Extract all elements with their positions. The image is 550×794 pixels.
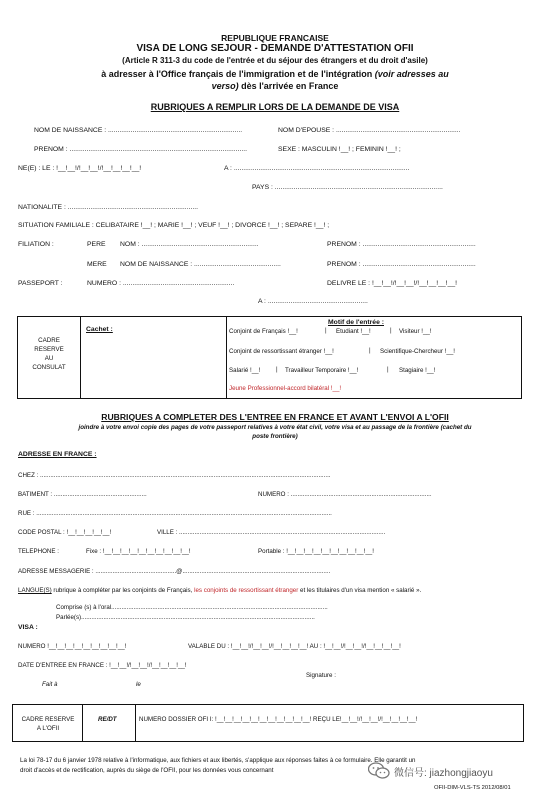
situation-familiale-field[interactable]: SITUATION FAMILIALE : CELIBATAIRE !__! ; MARIE !__! ; VEUF !__! ; DIVORCE !__! ; SEPARE !__! ;	[18, 222, 330, 229]
republic-heading: REPUBLIQUE FRANCAISE	[221, 33, 329, 43]
cadre-ofii-label: CADRE RESERVE A L'OFII	[21, 716, 75, 732]
sexe-field[interactable]: SEXE : MASCULIN !__! ; FEMININ !__! ;	[278, 146, 401, 153]
wechat-icon	[368, 762, 390, 780]
visa-valable-field[interactable]: VALABLE DU : !__!__!/!__!__!/!__!__!__!__! AU : !__!__!/!__!__!/!__!__!__!__!	[188, 643, 401, 650]
motif-separator: |	[325, 327, 327, 334]
section1-heading: RUBRIQUES A REMPLIR LORS DE LA DEMANDE DE VISA	[150, 102, 400, 112]
form-title: VISA DE LONG SEJOUR - DEMANDE D'ATTESTATION OFII	[136, 43, 414, 54]
address-line2-italic: verso)	[211, 81, 239, 91]
pere-prenom-field[interactable]: PRENOM : ............................................................	[327, 241, 476, 248]
motif-heading: Motif de l'entrée :	[328, 319, 384, 326]
numero-dossier-field[interactable]: NUMERO DOSSIER OFI I: !__!__!__!__!__!__!__!__!__!__!__! REÇU LE!__!__!/!__!__!/!__!__!__!__!	[139, 716, 418, 723]
cadre-consulat-label: CADRE RESERVE AU CONSULAT	[32, 337, 66, 371]
pere-label: PERE	[87, 241, 106, 248]
fait-a-label: Fait à	[42, 681, 58, 688]
visa-numero-field[interactable]: NUMERO !__!__!__!__!__!__!__!__!__!	[18, 643, 127, 650]
motif-separator: |	[390, 327, 392, 334]
langues-text-1: rubrique à compléter par les conjoints de Français,	[51, 587, 195, 594]
batiment-field[interactable]: BATIMENT : ......................................................	[18, 491, 147, 498]
langues-line	[18, 587, 421, 594]
ofii-box	[12, 704, 524, 742]
rue-field[interactable]: RUE : ............................................................................................................................................................................	[18, 510, 332, 517]
motif-visiteur[interactable]: Visiteur !__!	[399, 328, 432, 335]
section2-heading: RUBRIQUES A COMPLETER DES L'ENTREE EN FRANCE ET AVANT L'ENVOI A L'OFII	[101, 412, 449, 422]
langues-label: LANGUE(S)	[18, 587, 52, 594]
passeport-delivre-field[interactable]: DELIVRE LE : !__!__!/!__!__!/!__!__!__!__!	[327, 280, 457, 287]
mere-nom-field[interactable]: NOM DE NAISSANCE : ..............................................	[120, 261, 281, 268]
address-line1-italic: (voir adresses au	[374, 69, 449, 79]
section2-instructions-2: poste frontière)	[252, 433, 298, 440]
date-entree-field[interactable]: DATE D'ENTREE EN FRANCE : !__!__!/!__!__!/!__!__!__!__!	[18, 662, 187, 669]
telephone-portable-field[interactable]: Portable : !__!__!__!__!__!__!__!__!__!__!	[258, 548, 374, 555]
prenom-field[interactable]: PRENOM : ..............................................................................................	[34, 146, 248, 153]
telephone-fixe-field[interactable]: Fixe : !__!__!__!__!__!__!__!__!__!__!	[86, 548, 191, 555]
passeport-lieu-field[interactable]: A : .....................................................	[258, 298, 368, 305]
ville-field[interactable]: VILLE : ........................................................................................................................	[157, 529, 386, 536]
pere-nom-field[interactable]: NOM : ..............................................................	[120, 241, 259, 248]
watermark	[368, 762, 493, 780]
motif-conjoint-etranger[interactable]: Conjoint de ressortissant étranger !__!	[229, 348, 334, 355]
nom-naissance-field[interactable]: NOM DE NAISSANCE : .......................................................................	[34, 127, 243, 134]
date-naissance-field[interactable]: NE(E) : LE : !__!__!/!__!__!/!__!__!__!__!	[18, 165, 142, 172]
form-address-line1	[0, 69, 550, 79]
address-line1-bold: à adresser à l'Office français de l'immigration et de l'intégration	[101, 69, 373, 79]
consulat-divider-2	[226, 316, 227, 399]
chez-field[interactable]: CHEZ : .........................................................................................................................................................................	[18, 472, 331, 479]
section2-instructions-1: joindre à votre envoi copie des pages de votre passeport relatives à votre état civil, votre visa et au passage de la frontière (cachet du	[78, 424, 472, 431]
passeport-label: PASSEPORT :	[18, 280, 63, 287]
signature-label: Signature :	[306, 672, 336, 679]
form-article: (Article R 311-3 du code de l'entrée et du séjour des étrangers et du droit d'asile)	[122, 56, 428, 65]
motif-separator: |	[387, 366, 389, 373]
pays-field[interactable]: PAYS : .........................................................................................	[252, 184, 443, 191]
motif-etudiant[interactable]: Etudiant !__!	[336, 328, 371, 335]
motif-scientifique[interactable]: Scientifique-Chercheur !__!	[380, 348, 455, 355]
telephone-label: TELEPHONE :	[18, 548, 59, 555]
ofii-divider-1	[82, 704, 83, 742]
watermark-text: 微信号: jiazhongjiaoyu	[394, 767, 493, 779]
form-reference: OFII-DIM-VLS-TS 2012/08/01	[434, 785, 511, 791]
code-postal-field[interactable]: CODE POSTAL : !__!__!__!__!__!	[18, 529, 112, 536]
motif-separator: |	[369, 347, 371, 354]
motif-salarie[interactable]: Salarié !__!	[229, 367, 261, 374]
address-line2-bold: dès l'arrivée en France	[241, 81, 339, 91]
cachet-label: Cachet :	[86, 326, 113, 333]
numero-adresse-field[interactable]: NUMERO : ..................................................................................	[258, 491, 432, 498]
loi-notice-1: La loi 78-17 du 6 janvier 1978 relative à l'informatique, aux fichiers et aux libertés, s'applique aux réponses faites à ce formulaire. Elle garantit un	[20, 757, 416, 764]
mere-label: MERE	[87, 261, 107, 268]
loi-notice-2: droit d'accès et de rectification, auprès du siège de l'OFII, pour les données vous concernant	[20, 767, 274, 774]
motif-travailleur[interactable]: Travailleur Temporaire !__!	[285, 367, 359, 374]
nom-epouse-field[interactable]: NOM D'EPOUSE : ..................................................................	[278, 127, 461, 134]
le-label: le	[136, 681, 141, 688]
lieu-naissance-field[interactable]: A : .............................................................................................	[224, 165, 410, 172]
consulat-divider-1	[80, 316, 81, 399]
filiation-label: FILIATION :	[18, 241, 54, 248]
motif-conjoint-francais[interactable]: Conjoint de Français !__!	[229, 328, 298, 335]
langues-comprises-field[interactable]: Comprise (s) à l'oral..............................................................................................................................	[56, 604, 328, 611]
passeport-numero-field[interactable]: NUMERO : ...........................................................	[87, 280, 235, 287]
visa-label: VISA :	[18, 624, 38, 631]
motif-stagiaire[interactable]: Stagiaire !__!	[399, 367, 436, 374]
motif-separator: |	[276, 366, 278, 373]
messagerie-field[interactable]: ADRESSE MESSAGERIE : ...............................................@......................................................................................	[18, 568, 331, 575]
nationalite-field[interactable]: NATIONALITE : .....................................................................	[18, 204, 199, 211]
ofii-divider-2	[135, 704, 136, 742]
motif-jeune-professionnel[interactable]: Jeune Professionnel-accord bilatéral !__!	[229, 385, 342, 392]
form-address-line2	[0, 81, 550, 91]
adresse-heading: ADRESSE EN FRANCE :	[18, 451, 97, 458]
mere-prenom-field[interactable]: PRENOM : ............................................................	[327, 261, 476, 268]
langues-text-red: les conjoints de ressortissant étranger	[194, 587, 299, 594]
langues-parlees-field[interactable]: Parlée(s)........................................................................................................................................	[56, 614, 315, 621]
re-dt-label: RE/DT	[98, 716, 117, 723]
langues-text-2: et les titulaires d'un visa mention « salarié ».	[298, 587, 422, 594]
